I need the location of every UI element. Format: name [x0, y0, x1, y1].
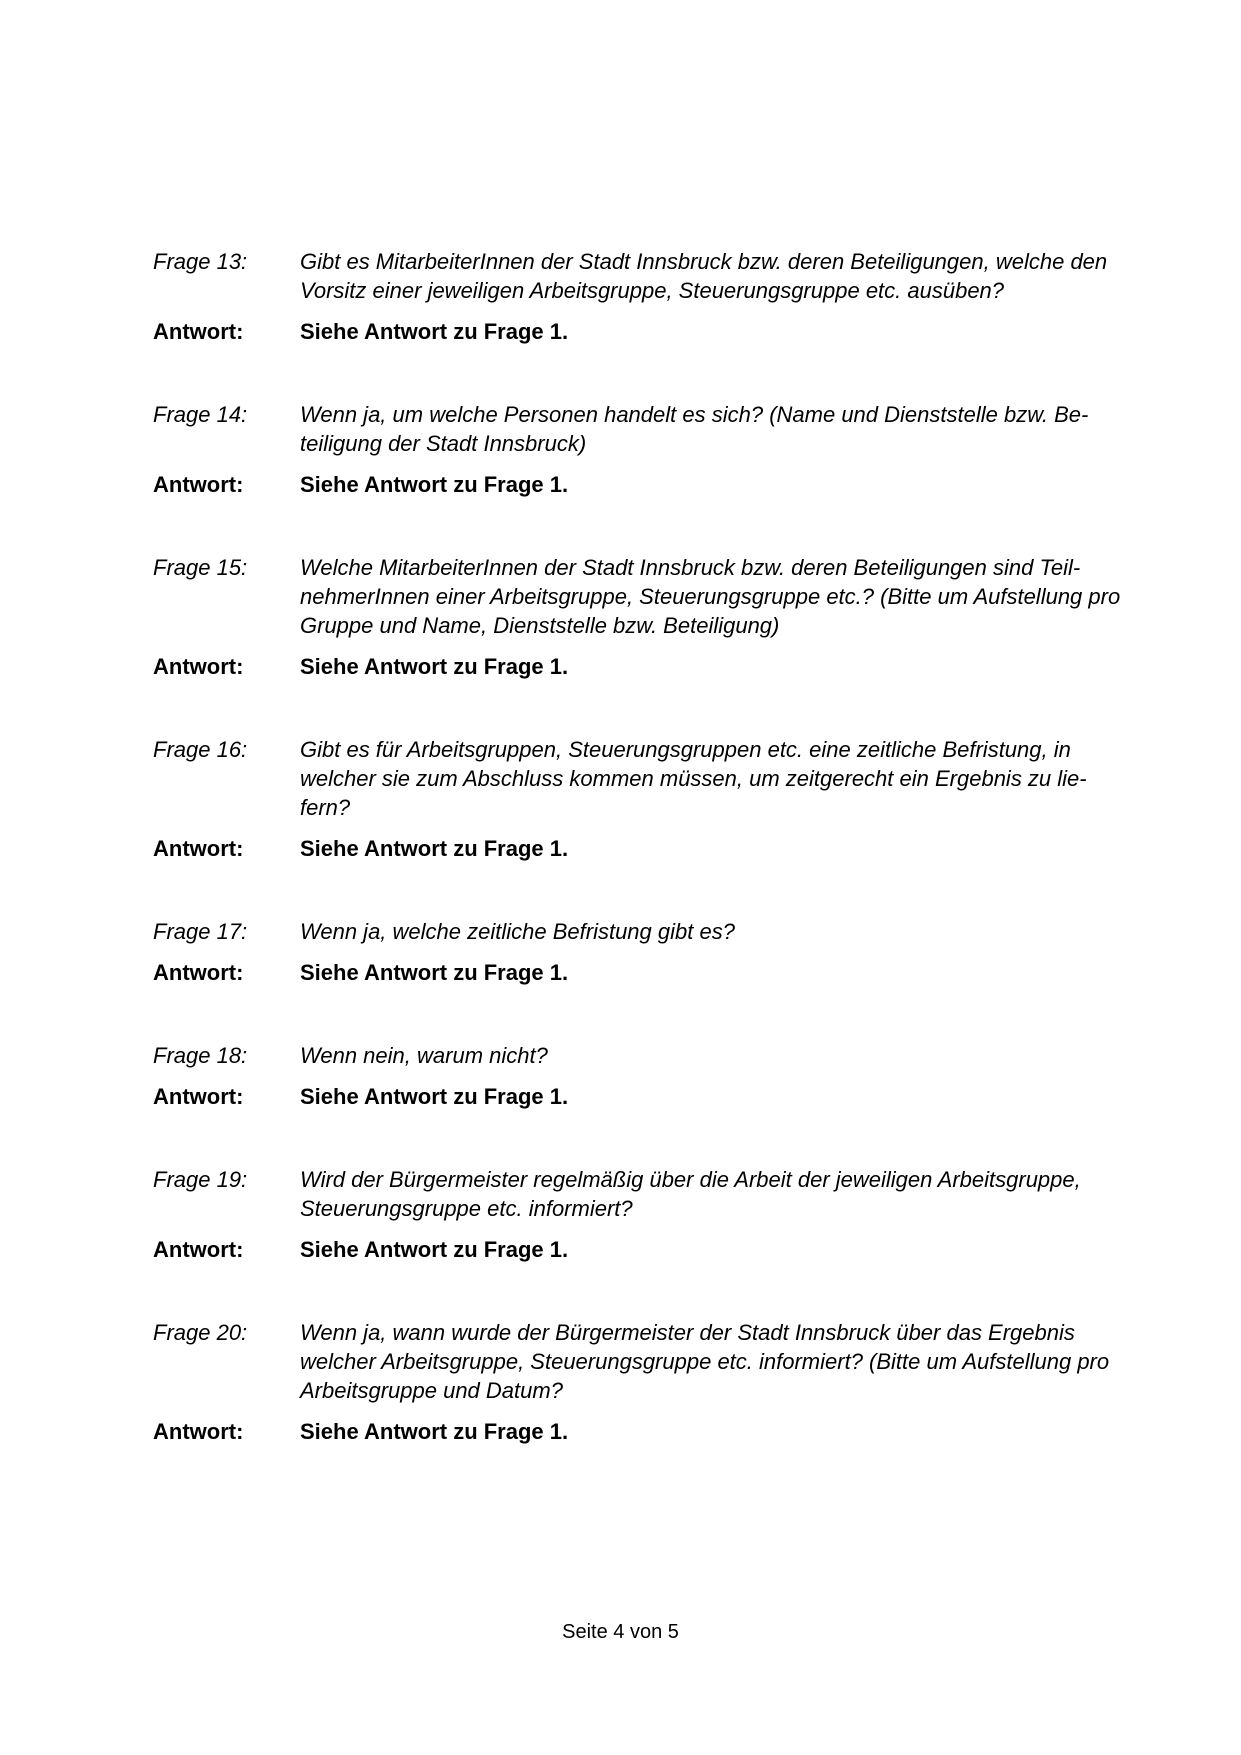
answer-label: Antwort: [153, 472, 244, 497]
answer-text: Siehe Antwort zu Frage 1. [300, 1237, 569, 1262]
question-row [153, 247, 1123, 305]
answer-label: Antwort: [153, 1237, 244, 1262]
answer-row [153, 652, 1123, 681]
question-text: Wenn ja, wann wurde der Bürgermeister der Stadt Innsbruck über das Ergebnis welcher Arbeitsgruppe, Steuerungsgruppe etc. informiert? (Bitte um Aufstellung pro Arbeitsgruppe und Datum? [300, 1320, 1110, 1403]
answer-text: Siehe Antwort zu Frage 1. [300, 836, 569, 861]
answer-label: Antwort: [153, 1084, 244, 1109]
question-label: Frage 19: [153, 1167, 248, 1192]
question-label: Frage 16: [153, 737, 248, 762]
answer-row [153, 958, 1123, 987]
answer-row [153, 834, 1123, 863]
answer-row [153, 1417, 1123, 1446]
question-label: Frage 20: [153, 1320, 248, 1345]
answer-row [153, 470, 1123, 499]
question-label: Frage 14: [153, 402, 248, 427]
answer-text: Siehe Antwort zu Frage 1. [300, 654, 569, 679]
qa-list [153, 247, 1123, 1500]
answer-text: Siehe Antwort zu Frage 1. [300, 960, 569, 985]
answer-label: Antwort: [153, 654, 244, 679]
question-row [153, 735, 1123, 822]
question-label: Frage 15: [153, 555, 248, 580]
question-text: Gibt es für Arbeitsgruppen, Steuerungsgruppen etc. eine zeitliche Befristung, in welcher sie zum Abschluss kommen müssen, um zeitgerecht ein Ergebnis zu liefern? [300, 737, 1087, 820]
question-text: Wenn ja, welche zeitliche Befristung gibt es? [300, 919, 735, 944]
answer-row [153, 317, 1123, 346]
answer-text: Siehe Antwort zu Frage 1. [300, 472, 569, 497]
question-row [153, 553, 1123, 640]
question-row [153, 1318, 1123, 1405]
answer-label: Antwort: [153, 1419, 244, 1444]
answer-label: Antwort: [153, 960, 244, 985]
question-label: Frage 17: [153, 919, 248, 944]
question-row [153, 400, 1123, 458]
question-row [153, 917, 1123, 946]
question-text: Gibt es MitarbeiterInnen der Stadt Innsbruck bzw. deren Beteiligungen, welche den Vorsitz einer jeweiligen Arbeitsgruppe, Steuerungsgruppe etc. ausüben? [300, 249, 1108, 303]
answer-text: Siehe Antwort zu Frage 1. [300, 1084, 569, 1109]
question-text: Welche MitarbeiterInnen der Stadt Innsbruck bzw. deren Beteiligungen sind TeilnehmerInnen einer Arbeitsgruppe, Steuerungsgruppe etc.? (Bitte um Aufstellung pro Gruppe und Name, Dienststelle bzw. Beteiligung) [300, 555, 1121, 638]
answer-text: Siehe Antwort zu Frage 1. [300, 1419, 569, 1444]
answer-label: Antwort: [153, 836, 244, 861]
question-label: Frage 18: [153, 1043, 248, 1068]
question-row [153, 1041, 1123, 1070]
question-text: Wird der Bürgermeister regelmäßig über die Arbeit der jeweiligen Arbeitsgruppe, Steuerungsgruppe etc. informiert? [300, 1167, 1081, 1221]
qa-block-15 [153, 553, 1123, 681]
page-number: Seite 4 von 5 [562, 1621, 679, 1643]
qa-block-16 [153, 735, 1123, 863]
qa-block-18 [153, 1041, 1123, 1111]
answer-row [153, 1235, 1123, 1264]
qa-block-20 [153, 1318, 1123, 1446]
qa-block-17 [153, 917, 1123, 987]
qa-block-14 [153, 400, 1123, 499]
answer-label: Antwort: [153, 319, 244, 344]
answer-text: Siehe Antwort zu Frage 1. [300, 319, 569, 344]
qa-block-19 [153, 1165, 1123, 1264]
question-text: Wenn ja, um welche Personen handelt es sich? (Name und Dienststelle bzw. Beteiligung der Stadt Innsbruck) [300, 402, 1089, 456]
question-text: Wenn nein, warum nicht? [300, 1043, 548, 1068]
question-row [153, 1165, 1123, 1223]
question-label: Frage 13: [153, 249, 248, 274]
qa-block-13 [153, 247, 1123, 346]
answer-row [153, 1082, 1123, 1111]
